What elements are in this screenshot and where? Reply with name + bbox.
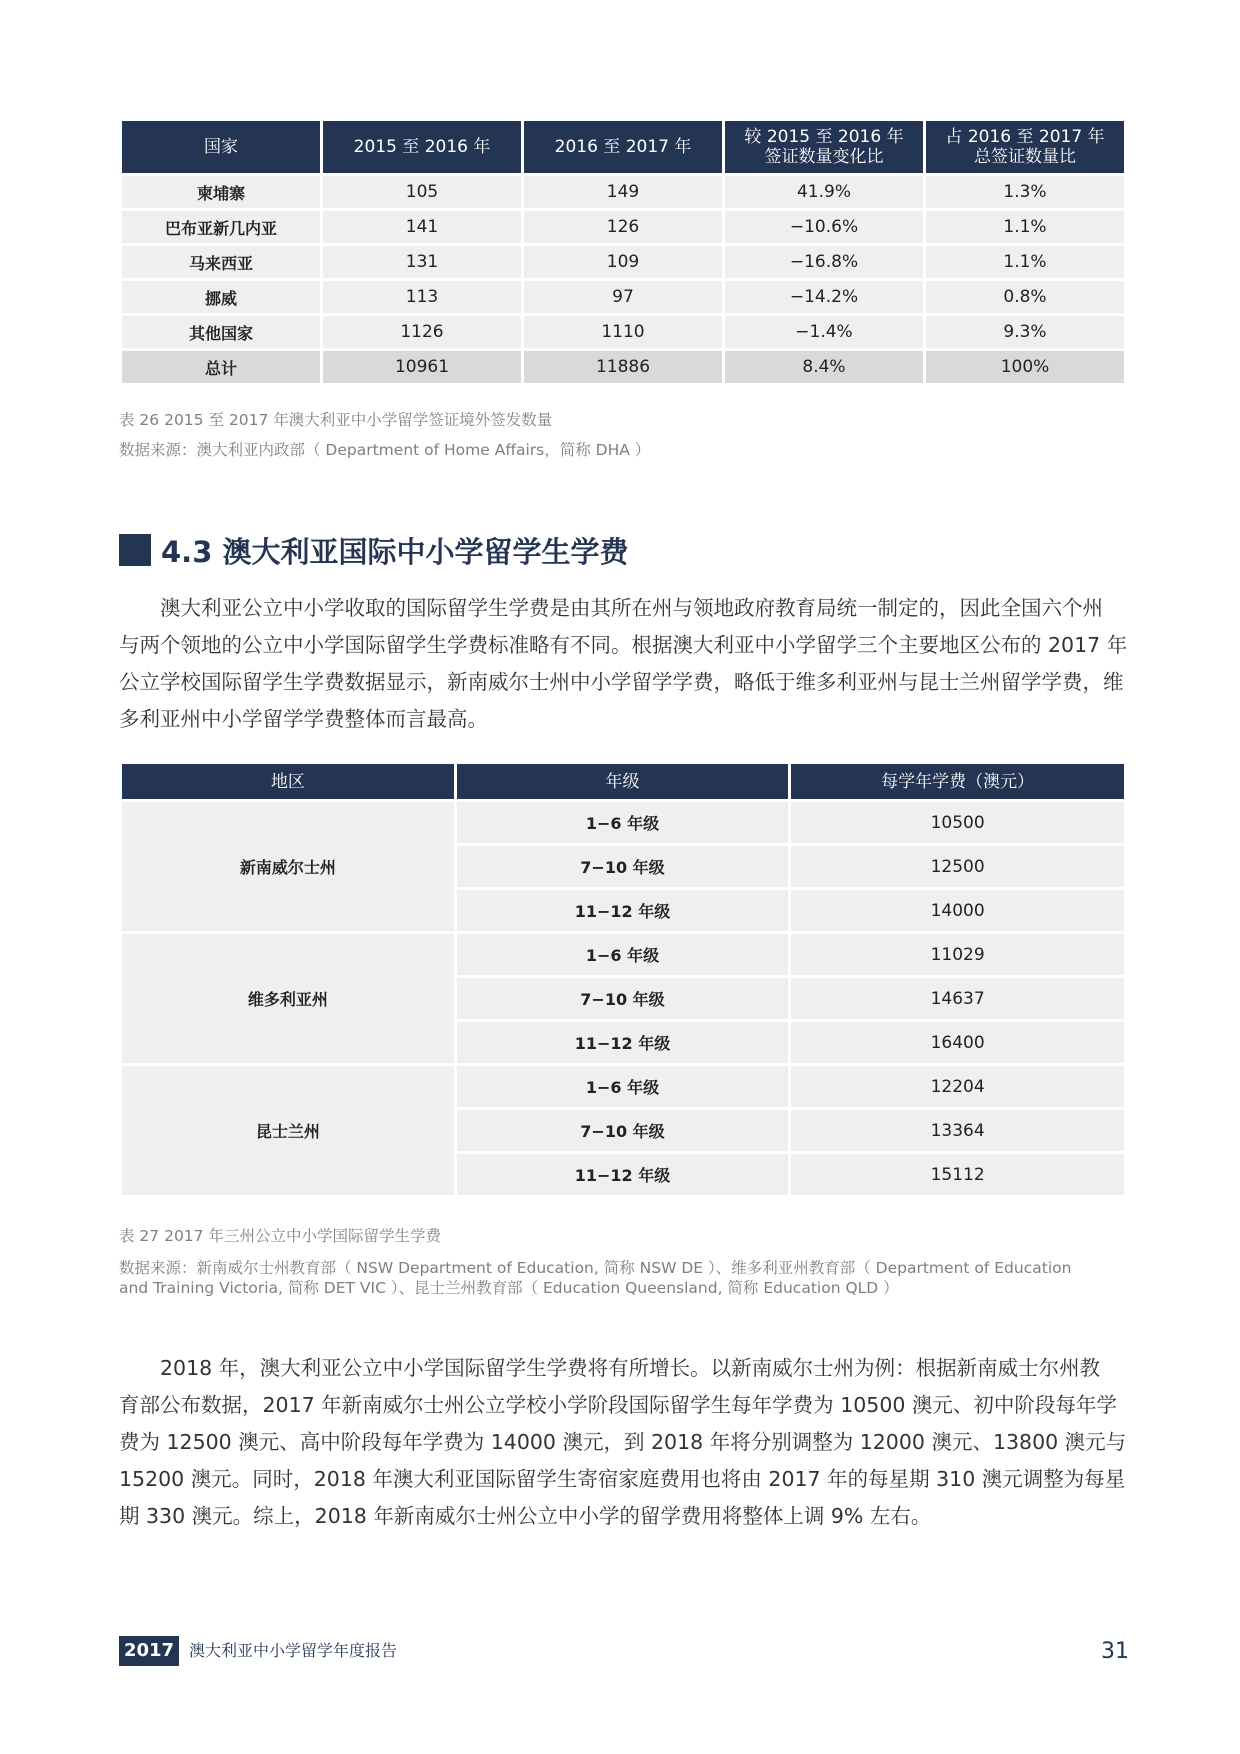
value-cell: 141 (323, 211, 521, 243)
grade-cell: 1−6 年级 (457, 934, 789, 975)
country-cell: 巴布亚新几内亚 (122, 211, 320, 243)
grade-cell: 7−10 年级 (457, 846, 789, 887)
paragraph-line: 澳大利亚公立中小学收取的国际留学生学费是由其所在州与领地政府教育局统一制定的，因此全国六个州 (160, 596, 1103, 620)
section-heading (119, 530, 628, 570)
paragraph-line: 2018 年，澳大利亚公立中小学国际留学生学费将有所增长。以新南威尔士州为例：根据新南威士尔州教 (160, 1356, 1101, 1380)
footer-report-title: 澳大利亚中小学留学年度报告 (189, 1641, 398, 1660)
header-grade: 年级 (457, 764, 789, 799)
value-cell: −10.6% (725, 211, 923, 243)
value-cell: 149 (524, 176, 722, 208)
header-change-ratio: 较 2015 至 2016 年 签证数量变化比 (725, 121, 923, 173)
table-row (122, 246, 1124, 278)
value-cell: 8.4% (725, 351, 923, 383)
section-title: 4.3 澳大利亚国际中小学留学生学费 (161, 534, 629, 569)
country-cell: 柬埔寨 (122, 176, 320, 208)
grade-cell: 11−12 年级 (457, 1154, 789, 1195)
grade-cell: 1−6 年级 (457, 1066, 789, 1107)
value-cell: 41.9% (725, 176, 923, 208)
fee-cell: 12204 (791, 1066, 1124, 1107)
grade-cell: 7−10 年级 (457, 978, 789, 1019)
value-cell: 1126 (323, 316, 521, 348)
grade-cell: 11−12 年级 (457, 890, 789, 931)
paragraph-text: 与两个领地的公立中小学国际留学生学费标准略有不同。根据澳大利亚中小学留学三个主要地区公布的 2017 年公立学校国际留学生学费数据显示，新南威尔士州中小学留学学费，略低于维多利亚州与昆士兰州留学学费，维多利亚州中小学留学学费整体而言最高。 (119, 633, 1128, 731)
fee-cell: 14637 (791, 978, 1124, 1019)
grade-cell: 11−12 年级 (457, 1022, 789, 1063)
value-cell: 9.3% (926, 316, 1124, 348)
region-cell: 维多利亚州 (122, 934, 454, 1063)
total-row (122, 351, 1124, 383)
fee-cell: 16400 (791, 1022, 1124, 1063)
header-share-ratio: 占 2016 至 2017 年 总签证数量比 (926, 121, 1124, 173)
value-cell: 131 (323, 246, 521, 278)
table-row (122, 802, 1124, 843)
country-cell: 其他国家 (122, 316, 320, 348)
value-cell: 0.8% (926, 281, 1124, 313)
table26-caption: 表 26 2015 至 2017 年澳大利亚中小学留学签证境外签发数量 (119, 411, 553, 429)
paragraph-tuition-2018 (119, 1350, 1129, 1535)
table-row (122, 281, 1124, 313)
table-row (122, 934, 1124, 975)
value-cell: 105 (323, 176, 521, 208)
table26-source: 数据来源：澳大利亚内政部（ Department of Home Affairs，简称 DHA ） (119, 441, 651, 459)
header-2016-2017: 2016 至 2017 年 (524, 121, 722, 173)
total-label-cell: 总计 (122, 351, 320, 383)
paragraph-tuition-intro (119, 590, 1129, 738)
table-row (122, 1066, 1124, 1107)
value-cell: 113 (323, 281, 521, 313)
value-cell: 1.3% (926, 176, 1124, 208)
value-cell: 1.1% (926, 246, 1124, 278)
value-cell: 10961 (323, 351, 521, 383)
header-country: 国家 (122, 121, 320, 173)
value-cell: 126 (524, 211, 722, 243)
table27-source-line2: and Training Victoria, 简称 DET VIC ）、昆士兰州教育部（ Education Queensland, 简称 Education QLD ） (119, 1279, 899, 1297)
region-cell: 新南威尔士州 (122, 802, 454, 931)
fee-cell: 12500 (791, 846, 1124, 887)
table-row (122, 316, 1124, 348)
header-region: 地区 (122, 764, 454, 799)
footer-year-badge: 2017 (119, 1636, 179, 1666)
table-row (122, 211, 1124, 243)
value-cell: 1110 (524, 316, 722, 348)
table-row (122, 176, 1124, 208)
country-cell: 马来西亚 (122, 246, 320, 278)
fee-cell: 10500 (791, 802, 1124, 843)
fee-cell: 13364 (791, 1110, 1124, 1151)
country-cell: 挪威 (122, 281, 320, 313)
paragraph-text: 育部公布数据，2017 年新南威尔士州公立学校小学阶段国际留学生每年学费为 10500 澳元、初中阶段每年学费为 12500 澳元、高中阶段每年学费为 14000 澳元，到 2018 年将分别调整为 12000 澳元、13800 澳元与 15200 澳元。同时，2018 年澳大利亚国际留学生寄宿家庭费用也将由 2017 年的每星期 310 澳元调整为每星期 330 澳元。综上，2018 年新南威尔士州公立中小学的留学费用将整体上调 9% 左右。 (119, 1393, 1127, 1528)
section-square-icon (119, 534, 151, 566)
region-cell: 昆士兰州 (122, 1066, 454, 1195)
value-cell: −1.4% (725, 316, 923, 348)
value-cell: 11886 (524, 351, 722, 383)
fee-cell: 14000 (791, 890, 1124, 931)
grade-cell: 7−10 年级 (457, 1110, 789, 1151)
table27-source-line1: 数据来源：新南威尔士州教育部（ NSW Department of Education, 简称 NSW DE ）、维多利亚州教育部（ Department of Education (119, 1259, 1072, 1277)
value-cell: 97 (524, 281, 722, 313)
value-cell: 109 (524, 246, 722, 278)
page-footer (119, 1636, 1129, 1668)
visa-table-header-row (122, 121, 1124, 173)
table27-caption: 表 27 2017 年三州公立中小学国际留学生学费 (119, 1227, 441, 1245)
grade-cell: 1−6 年级 (457, 802, 789, 843)
header-2015-2016: 2015 至 2016 年 (323, 121, 521, 173)
value-cell: 1.1% (926, 211, 1124, 243)
visa-table (119, 118, 1127, 386)
page-number: 31 (1101, 1639, 1129, 1664)
fee-cell: 11029 (791, 934, 1124, 975)
fee-cell: 15112 (791, 1154, 1124, 1195)
value-cell: 100% (926, 351, 1124, 383)
tuition-table (119, 761, 1127, 1198)
value-cell: −16.8% (725, 246, 923, 278)
header-annual-fee: 每学年学费（澳元） (791, 764, 1124, 799)
value-cell: −14.2% (725, 281, 923, 313)
tuition-table-header-row (122, 764, 1124, 799)
